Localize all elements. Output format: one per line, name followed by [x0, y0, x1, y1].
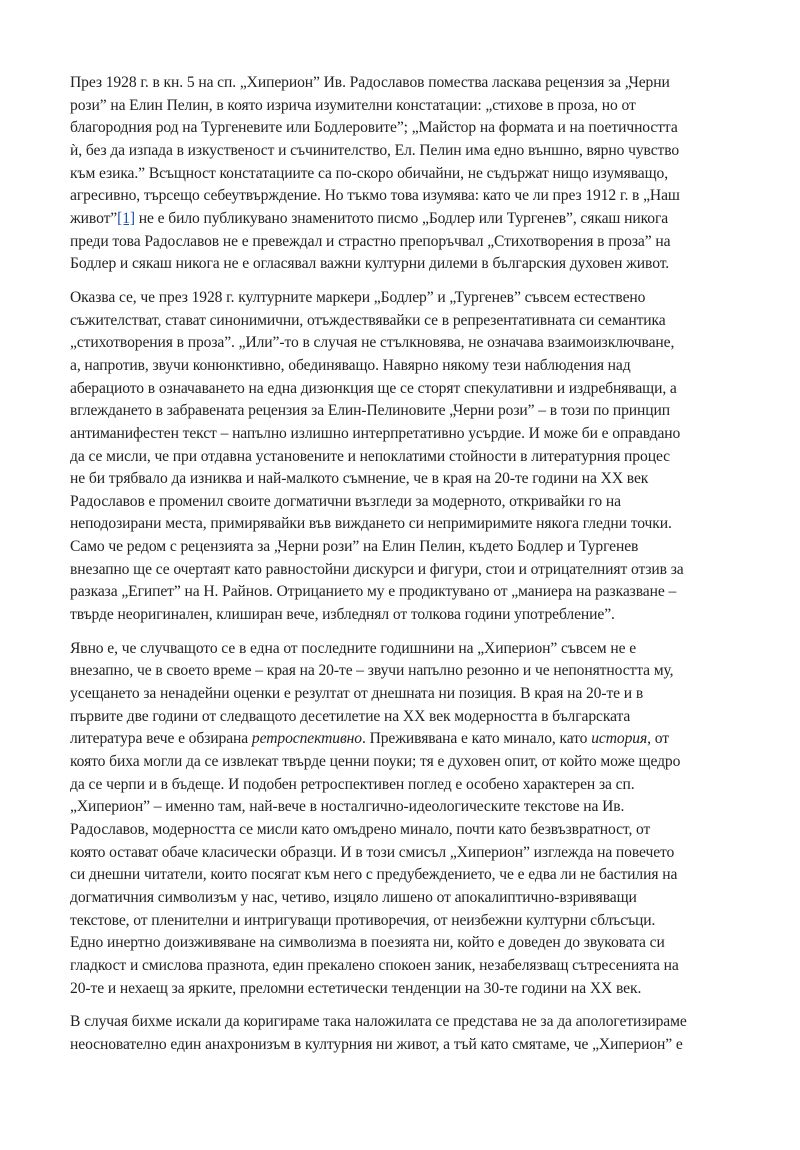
- text-line: усещането за ненадейни оценки е резултат от днешната ни позиция. В края на 20-те и в: [70, 685, 644, 703]
- text-line: да се черпи и в бъдеще. И подобен ретроспективен поглед е особено характерен за сп.: [70, 775, 635, 793]
- text-line: Бодлер и сякаш никога не е огласявал важни културни дилеми в българския духовен живот.: [70, 255, 670, 273]
- text-line: антиманифестен текст – напълно излишно интерпретативно усърдие. И може би е оправдано: [70, 424, 681, 442]
- text-line: „Хиперион” – именно там, най-вече в носталгично-идеологическите текстове на Ив.: [70, 798, 625, 816]
- paragraph-4: [70, 1011, 730, 1056]
- text-line: внезапно, че в своето време – края на 20-те – звучи напълно резонно и че непонятността му,: [70, 662, 674, 680]
- footnote-link-1[interactable]: [1]: [117, 209, 135, 227]
- text-line: Явно е, че случващото се в една от последните годишнини на „Хиперион” съвсем не е: [70, 639, 637, 657]
- text-line: Едно инертно доизживяване на символизма в поезията ни, който е доведен до звуковата си: [70, 934, 665, 952]
- text-line: рози” на Елин Пелин, в която изрича изумителни констатации: „стихове в проза, но от: [70, 96, 636, 114]
- text-line: която остават обаче класически образци. И в този смисъл „Хиперион” изглежда на повечето: [70, 843, 675, 861]
- text-line: Оказва се, че през 1928 г. културните маркери „Бодлер” и „Тургенев” съвсем естествено: [70, 288, 646, 306]
- text-segment: . Преживявана е като минало, като: [361, 730, 592, 748]
- text-line: агресивно, търсещо себеутвърждение. Но тъкмо това изумява: като че ли през 1912 г. в „Наш: [70, 187, 680, 205]
- text-line: 20-те и нехаещ за ярките, преломни естетически тенденции на 30-те години на XX век.: [70, 979, 642, 997]
- text-line: първите две години от следващото десетилетие на XX век модерността в българската: [70, 707, 631, 725]
- text-line: „стихотворения в проза”. „Или”-то в случая не стълкновява, не означава взаимоизключване,: [70, 334, 675, 352]
- text-line: неоснователно един анахронизъм в културния ни живот, а тъй като смятаме, че „Хиперион” е: [70, 1035, 683, 1053]
- text-line: към езика.” Всъщност констатациите са по-скоро обичайни, не съдържат нищо изумяващо,: [70, 164, 668, 182]
- text-line: Радославов е променил своите догматични възгледи за модерното, откривайки го на: [70, 492, 621, 510]
- text-line: неподозирани места, примирявайки във виждането си непримиримите някога гледни точки.: [70, 515, 672, 533]
- text-line: съжителстват, стават синонимични, отъждествявайки се в репрезентативната си семантика: [70, 311, 666, 329]
- paragraph-2: [70, 287, 730, 627]
- text-segment: литература вече е обзирана: [70, 730, 252, 748]
- article-body: [70, 72, 730, 1068]
- text-line: внезапно ще се очертаят като равностойни дискурси и фигури, стои и отрицателният отзив за: [70, 560, 684, 578]
- text-line: текстове, от пленителни и интригуващи противоречия, от неизбежни културни сблъсъци.: [70, 911, 656, 929]
- text-line: а, напротив, звучи конюнктивно, обединяващо. Навярно някому тези наблюдения над: [70, 356, 631, 374]
- text-line: си днешни читатели, които посягат към него с предубеждението, че е едва ли не бастилия на: [70, 866, 678, 884]
- text-line: която биха могли да се извлекат твърде ценни поуки; тя е духовен опит, от който може щедро: [70, 753, 681, 771]
- paragraph-3: [70, 638, 730, 1001]
- text-segment: живот”: [70, 209, 118, 227]
- text-line: В случая бихме искали да коригираме така наложилата се представа не за да апологетизираме: [70, 1013, 687, 1031]
- paragraph-1: [70, 72, 730, 276]
- text-line: През 1928 г. в кн. 5 на сп. „Хиперион” Ив. Радославов помества ласкава рецензия за „Черни: [70, 74, 670, 91]
- text-line: Само че редом с рецензията за „Черни рози” на Елин Пелин, където Бодлер и Тургенев: [70, 538, 639, 556]
- text-line: [70, 208, 730, 231]
- text-segment: не е било публикувано знаменитото писмо „Бодлер или Тургенев”, сякаш никога: [135, 209, 669, 227]
- text-line: догматичния символизъм у нас, четиво, изцяло лишено от апокалиптично-взривяващи: [70, 888, 637, 906]
- text-line: твърде неоригинален, клиширан вече, избледнял от толкова години употребление”.: [70, 606, 615, 624]
- text-line: преди това Радославов не е превеждал и страстно препоръчвал „Стихотворения в проза” на: [70, 232, 671, 250]
- text-line: вглеждането в забравената рецензия за Елин-Пелиновите „Черни рози” – в този по принцип: [70, 402, 671, 420]
- text-line: аберациото в означаването на една дизюнкция ще се сторят спекулативни и издребняващи, а: [70, 379, 677, 397]
- text-line: разказа „Египет” на Н. Райнов. Отрицанието му е продиктувано от „маниера на разказване –: [70, 583, 677, 601]
- text-line: ѝ, без да изпада в изкуственост и съчинителство, Ел. Пелин има едно външно, вярно чувство: [70, 141, 680, 159]
- text-line: не би трябвало да изниква и най-малкото съмнение, че в края на 20-те години на XX век: [70, 470, 649, 488]
- text-line: Радославов, модерността се мисли като омъдрено минало, почти като безвъзвратност, от: [70, 821, 651, 838]
- text-line: гладкост и смислова празнота, един прекалено спокоен заник, незабелязващ сътресенията на: [70, 956, 679, 974]
- text-line: [70, 728, 730, 751]
- emphasis-retrospective: ретроспективно: [251, 730, 362, 748]
- emphasis-history: история: [591, 730, 648, 748]
- text-line: да се мисли, че при отдавна установените и непоклатими стойности в литературния процес: [70, 447, 670, 465]
- text-segment: , от: [647, 730, 669, 748]
- text-line: благородния род на Тургеневите или Бодлеровите”; „Майстор на формата и на поетичността: [70, 119, 678, 137]
